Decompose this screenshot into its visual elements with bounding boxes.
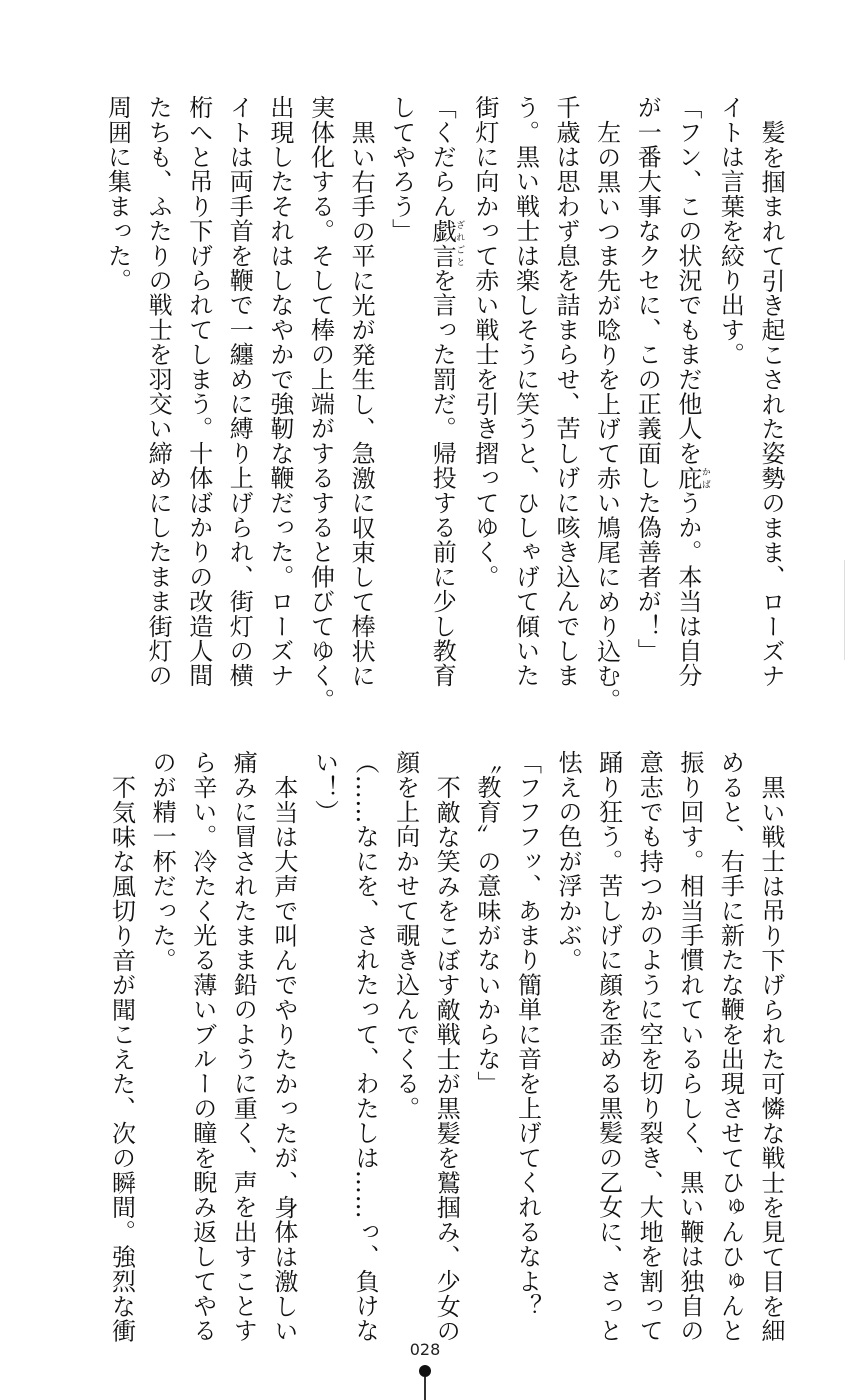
text-line: 意志でも持つかのように空を切り裂き、大地を割って [635, 750, 664, 1343]
text-line: が一番大事なクセに、この正義面した偽善者が！」 [633, 95, 662, 664]
text-line: 振り回す。相当手慣れているらしく、黒い鞭は独自の [675, 750, 704, 1343]
text-line: 不敵な笑みをこぼす敵戦士が黒髪を鷲掴み、少女の [432, 775, 461, 1344]
text-segment: うか。本当は自分 [673, 490, 702, 688]
text-line: ら辛い。冷たく光る薄いブルーの瞳を睨み返してやる [188, 750, 217, 1343]
text-line [667, 95, 710, 695]
text-line: い！） [310, 750, 339, 825]
text-line: 不気味な風切り音が聞こえた、次の瞬間。強烈な衝 [107, 775, 136, 1344]
text-line: う。黒い戦士は楽しそうに笑うと、ひしゃげて傾いた [511, 95, 540, 688]
text-line: 桁へと吊り下げられてしまう。十体ばかりの改造人間 [184, 95, 213, 688]
text-line: してやろう」 [387, 95, 416, 244]
text-line: たちも、ふたりの戦士を羽交い締めにしたまま街灯の [144, 95, 173, 688]
text-line: 顔を上向かせて覗き込んでくる。 [391, 750, 420, 1121]
ruby-word [428, 218, 465, 268]
page-number: 028 [409, 1340, 441, 1359]
text-line: （……なにを、されたって、わたしは……っ、負けな [351, 750, 380, 1343]
text-line: めると、右手に新たな鞭を出現させてひゅんひゅんと [716, 750, 745, 1343]
text-line: イトは言葉を絞り出す。 [716, 95, 745, 367]
text-line: 髪を掴まれて引き起こされた姿勢のまま、ローズナ [757, 120, 785, 689]
scan-edge-mark [844, 560, 845, 660]
page-marker-line [424, 1377, 426, 1400]
text-segment: 「くだらん [428, 95, 457, 219]
ruby-base: 庇 [673, 465, 702, 491]
ruby-reading: かば [699, 465, 710, 491]
text-line: イトは両手首を鞭で一纏めに縛り上げられ、街灯の横 [225, 95, 254, 688]
text-segment: を言った罰だ。帰投する前に少し教育 [428, 267, 457, 688]
page-marker-dot [419, 1365, 431, 1377]
text-line: 実体化する。そして棒の上端がするすると伸びてゆく。 [306, 95, 335, 713]
lower-text-block [91, 750, 791, 1350]
text-line: 〝教育〟の意味がないからな」 [472, 750, 501, 1096]
text-segment: 「フン、この状況でもまだ他人を [673, 95, 702, 466]
text-line: のが精一杯だった。 [148, 750, 177, 973]
upper-text-block [91, 95, 791, 713]
text-line: 街灯に向かって赤い戦士を引き摺ってゆく。 [470, 95, 499, 589]
text-line: 黒い戦士は吊り下げられた可憐な戦士を見て目を細 [757, 775, 785, 1344]
text-line [422, 95, 465, 695]
text-line: 痛みに冒されたまま鉛のように重く、声を出すことす [229, 750, 258, 1343]
text-line: 黒い右手の平に光が発生し、急激に収束して棒状に [347, 120, 376, 689]
text-line: 出現したそれはしなやかで強靭な鞭だった。ローズナ [265, 95, 294, 688]
text-line: 本当は大声で叫んでやりたかったが、身体は激しい [269, 775, 298, 1344]
text-line: 千歳は思わず息を詰まらせ、苦しげに咳き込んでしま [552, 95, 581, 688]
text-line: 左の黒いつま先が唸りを上げて赤い鳩尾にめり込む。 [592, 120, 621, 713]
text-line: 「フフフッ、あまり簡単に音を上げてくれるなよ？ [513, 750, 542, 1319]
text-line: 踊り狂う。苦しげに顔を歪める黒髪の乙女に、さっと [594, 750, 623, 1343]
ruby-word [673, 465, 710, 491]
ruby-reading: ざれごと [454, 218, 465, 268]
text-line: 怯えの色が浮かぶ。 [554, 750, 583, 973]
ruby-base: 戯言 [428, 218, 457, 268]
text-line: 周囲に集まった。 [103, 95, 132, 293]
